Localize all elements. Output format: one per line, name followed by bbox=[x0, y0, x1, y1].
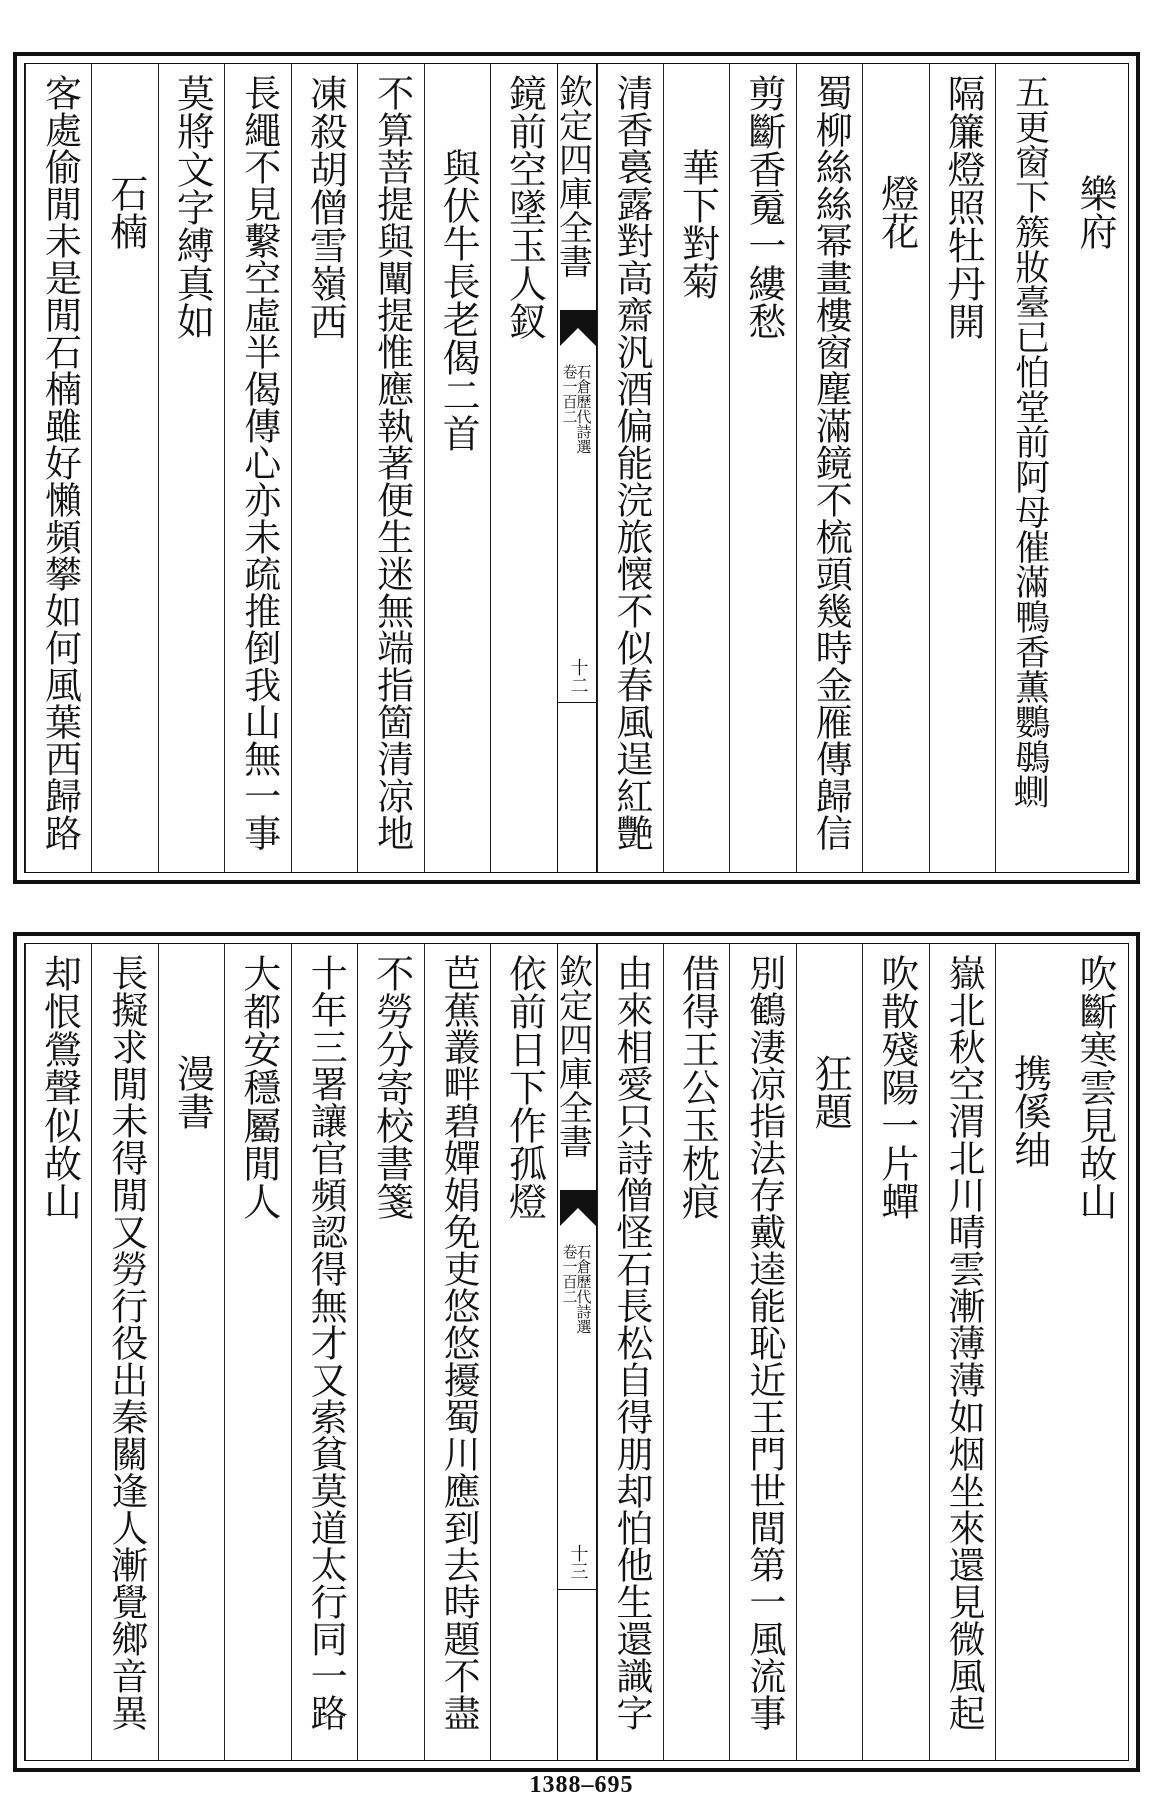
text-column bbox=[995, 944, 1061, 1760]
page-top bbox=[13, 52, 1140, 884]
page-footer-number: 1388–695 bbox=[529, 1772, 634, 1798]
column-text: 莫將文字縛真如 bbox=[170, 74, 215, 340]
column-text: 樂府 bbox=[1073, 174, 1117, 250]
column-text: 隔簾燈照牡丹開 bbox=[941, 74, 986, 340]
text-column bbox=[424, 944, 490, 1760]
text-column bbox=[663, 64, 729, 872]
column-text: 華下對菊 bbox=[675, 148, 720, 300]
column-text: 五更窗下簇妝臺已怕堂前阿母催滿鴨香薫鸚䳇𧍡 bbox=[1009, 74, 1050, 809]
column-text: 十年三署讓官頻認得無才又索貧莫道太行同一路 bbox=[304, 954, 348, 1731]
text-column bbox=[357, 64, 423, 872]
column-text: 燈花 bbox=[874, 174, 919, 250]
banner-divider bbox=[558, 702, 596, 703]
text-column bbox=[25, 944, 91, 1760]
column-text: 與伏牛長老偈二首 bbox=[436, 148, 481, 452]
column-text: 石楠 bbox=[103, 174, 148, 250]
column-text: 芭蕉叢畔碧嬋娟免吏悠悠擾蜀川應到去時題不盡 bbox=[437, 954, 481, 1731]
text-column bbox=[25, 64, 91, 872]
column-text: 長繩不見繫空虛半偈傳心亦未疏推倒我山無一事 bbox=[237, 74, 281, 851]
column-text: 吹斷寒雲見故山 bbox=[1073, 954, 1117, 1220]
column-text: 却恨鶯聲似故山 bbox=[37, 954, 82, 1220]
text-column bbox=[224, 64, 290, 872]
banner-title: 欽定四庫全書 bbox=[552, 954, 593, 1158]
text-column bbox=[291, 944, 357, 1760]
column-text: 漫書 bbox=[170, 1054, 215, 1130]
text-column bbox=[862, 944, 928, 1760]
text-column bbox=[224, 944, 290, 1760]
text-column bbox=[796, 944, 862, 1760]
text-column bbox=[158, 64, 224, 872]
text-column bbox=[357, 944, 423, 1760]
page-top-frame bbox=[24, 63, 1129, 873]
center-banner bbox=[552, 64, 597, 872]
banner-page-number: 十二 bbox=[567, 657, 589, 694]
banner-collection-title: 石倉歷代詩選 bbox=[574, 364, 593, 454]
text-column bbox=[91, 64, 157, 872]
text-column bbox=[796, 64, 862, 872]
column-text: 大都安穩屬閒人 bbox=[236, 954, 281, 1220]
text-column bbox=[729, 944, 795, 1760]
column-text: 剪斷香䰟一縷愁 bbox=[741, 74, 786, 340]
banner-collection-title: 石倉歷代詩選 bbox=[574, 1244, 593, 1334]
banner-divider bbox=[558, 1589, 596, 1590]
text-column bbox=[490, 944, 556, 1760]
text-column bbox=[1062, 64, 1128, 872]
banner-volume: 卷一百二 bbox=[560, 364, 579, 424]
text-column bbox=[424, 64, 490, 872]
text-column bbox=[1062, 944, 1128, 1760]
text-column bbox=[663, 944, 729, 1760]
column-text: 携傒䌷 bbox=[1007, 1054, 1052, 1168]
column-text: 不勞分寄校書箋 bbox=[369, 954, 414, 1220]
column-text: 長擬求閒未得閒又勞行役出秦關逢人漸覺鄉音異 bbox=[104, 954, 148, 1731]
column-text: 借得王公玉枕痕 bbox=[675, 954, 720, 1220]
column-text: 蜀柳絲絲幂畫樓窗塵滿鏡不梳頭幾時金雁傳歸信 bbox=[809, 74, 853, 851]
column-text: 吹散殘陽一片蟬 bbox=[874, 954, 919, 1220]
text-column bbox=[158, 944, 224, 1760]
banner-title: 欽定四庫全書 bbox=[552, 74, 593, 278]
page-bottom bbox=[13, 932, 1140, 1772]
text-column bbox=[91, 944, 157, 1760]
text-column bbox=[929, 64, 995, 872]
banner-page-number: 十三 bbox=[567, 1543, 589, 1580]
column-text: 客處偷閒未是閒石楠雖好懶頻攀如何風葉西歸路 bbox=[38, 74, 82, 851]
column-text: 不算菩提與闡提惟應執著便生迷無端指箇清凉地 bbox=[370, 74, 414, 851]
text-column bbox=[291, 64, 357, 872]
text-column bbox=[929, 944, 995, 1760]
column-text: 由來相愛只詩僧怪石長松自得朋却怕他生還識字 bbox=[609, 954, 653, 1731]
column-text: 清香裛露對高齋汎酒偏能浣旅懐不似春風逞紅艷 bbox=[609, 74, 653, 851]
text-column bbox=[995, 64, 1061, 872]
page-bottom-frame bbox=[24, 943, 1129, 1761]
text-column bbox=[729, 64, 795, 872]
text-column bbox=[597, 64, 663, 872]
column-text: 別鶴淒凉指法存戴逵能恥近王門世間第一風流事 bbox=[742, 954, 786, 1731]
column-text: 狂題 bbox=[808, 1054, 853, 1130]
column-text: 依前日下作孤燈 bbox=[502, 954, 547, 1220]
center-banner bbox=[552, 944, 597, 1760]
banner-volume: 卷一百二 bbox=[560, 1244, 579, 1304]
column-text: 嶽北秋空渭北川晴雲漸薄薄如烟坐來還見微風起 bbox=[942, 954, 986, 1731]
text-column bbox=[490, 64, 556, 872]
text-column bbox=[862, 64, 928, 872]
fishtail-mark-icon bbox=[560, 310, 596, 350]
column-text: 凍殺胡僧雪嶺西 bbox=[303, 74, 348, 340]
text-column bbox=[597, 944, 663, 1760]
column-text: 鏡前空墜玉人釵 bbox=[502, 74, 547, 340]
fishtail-mark-icon bbox=[560, 1190, 596, 1230]
